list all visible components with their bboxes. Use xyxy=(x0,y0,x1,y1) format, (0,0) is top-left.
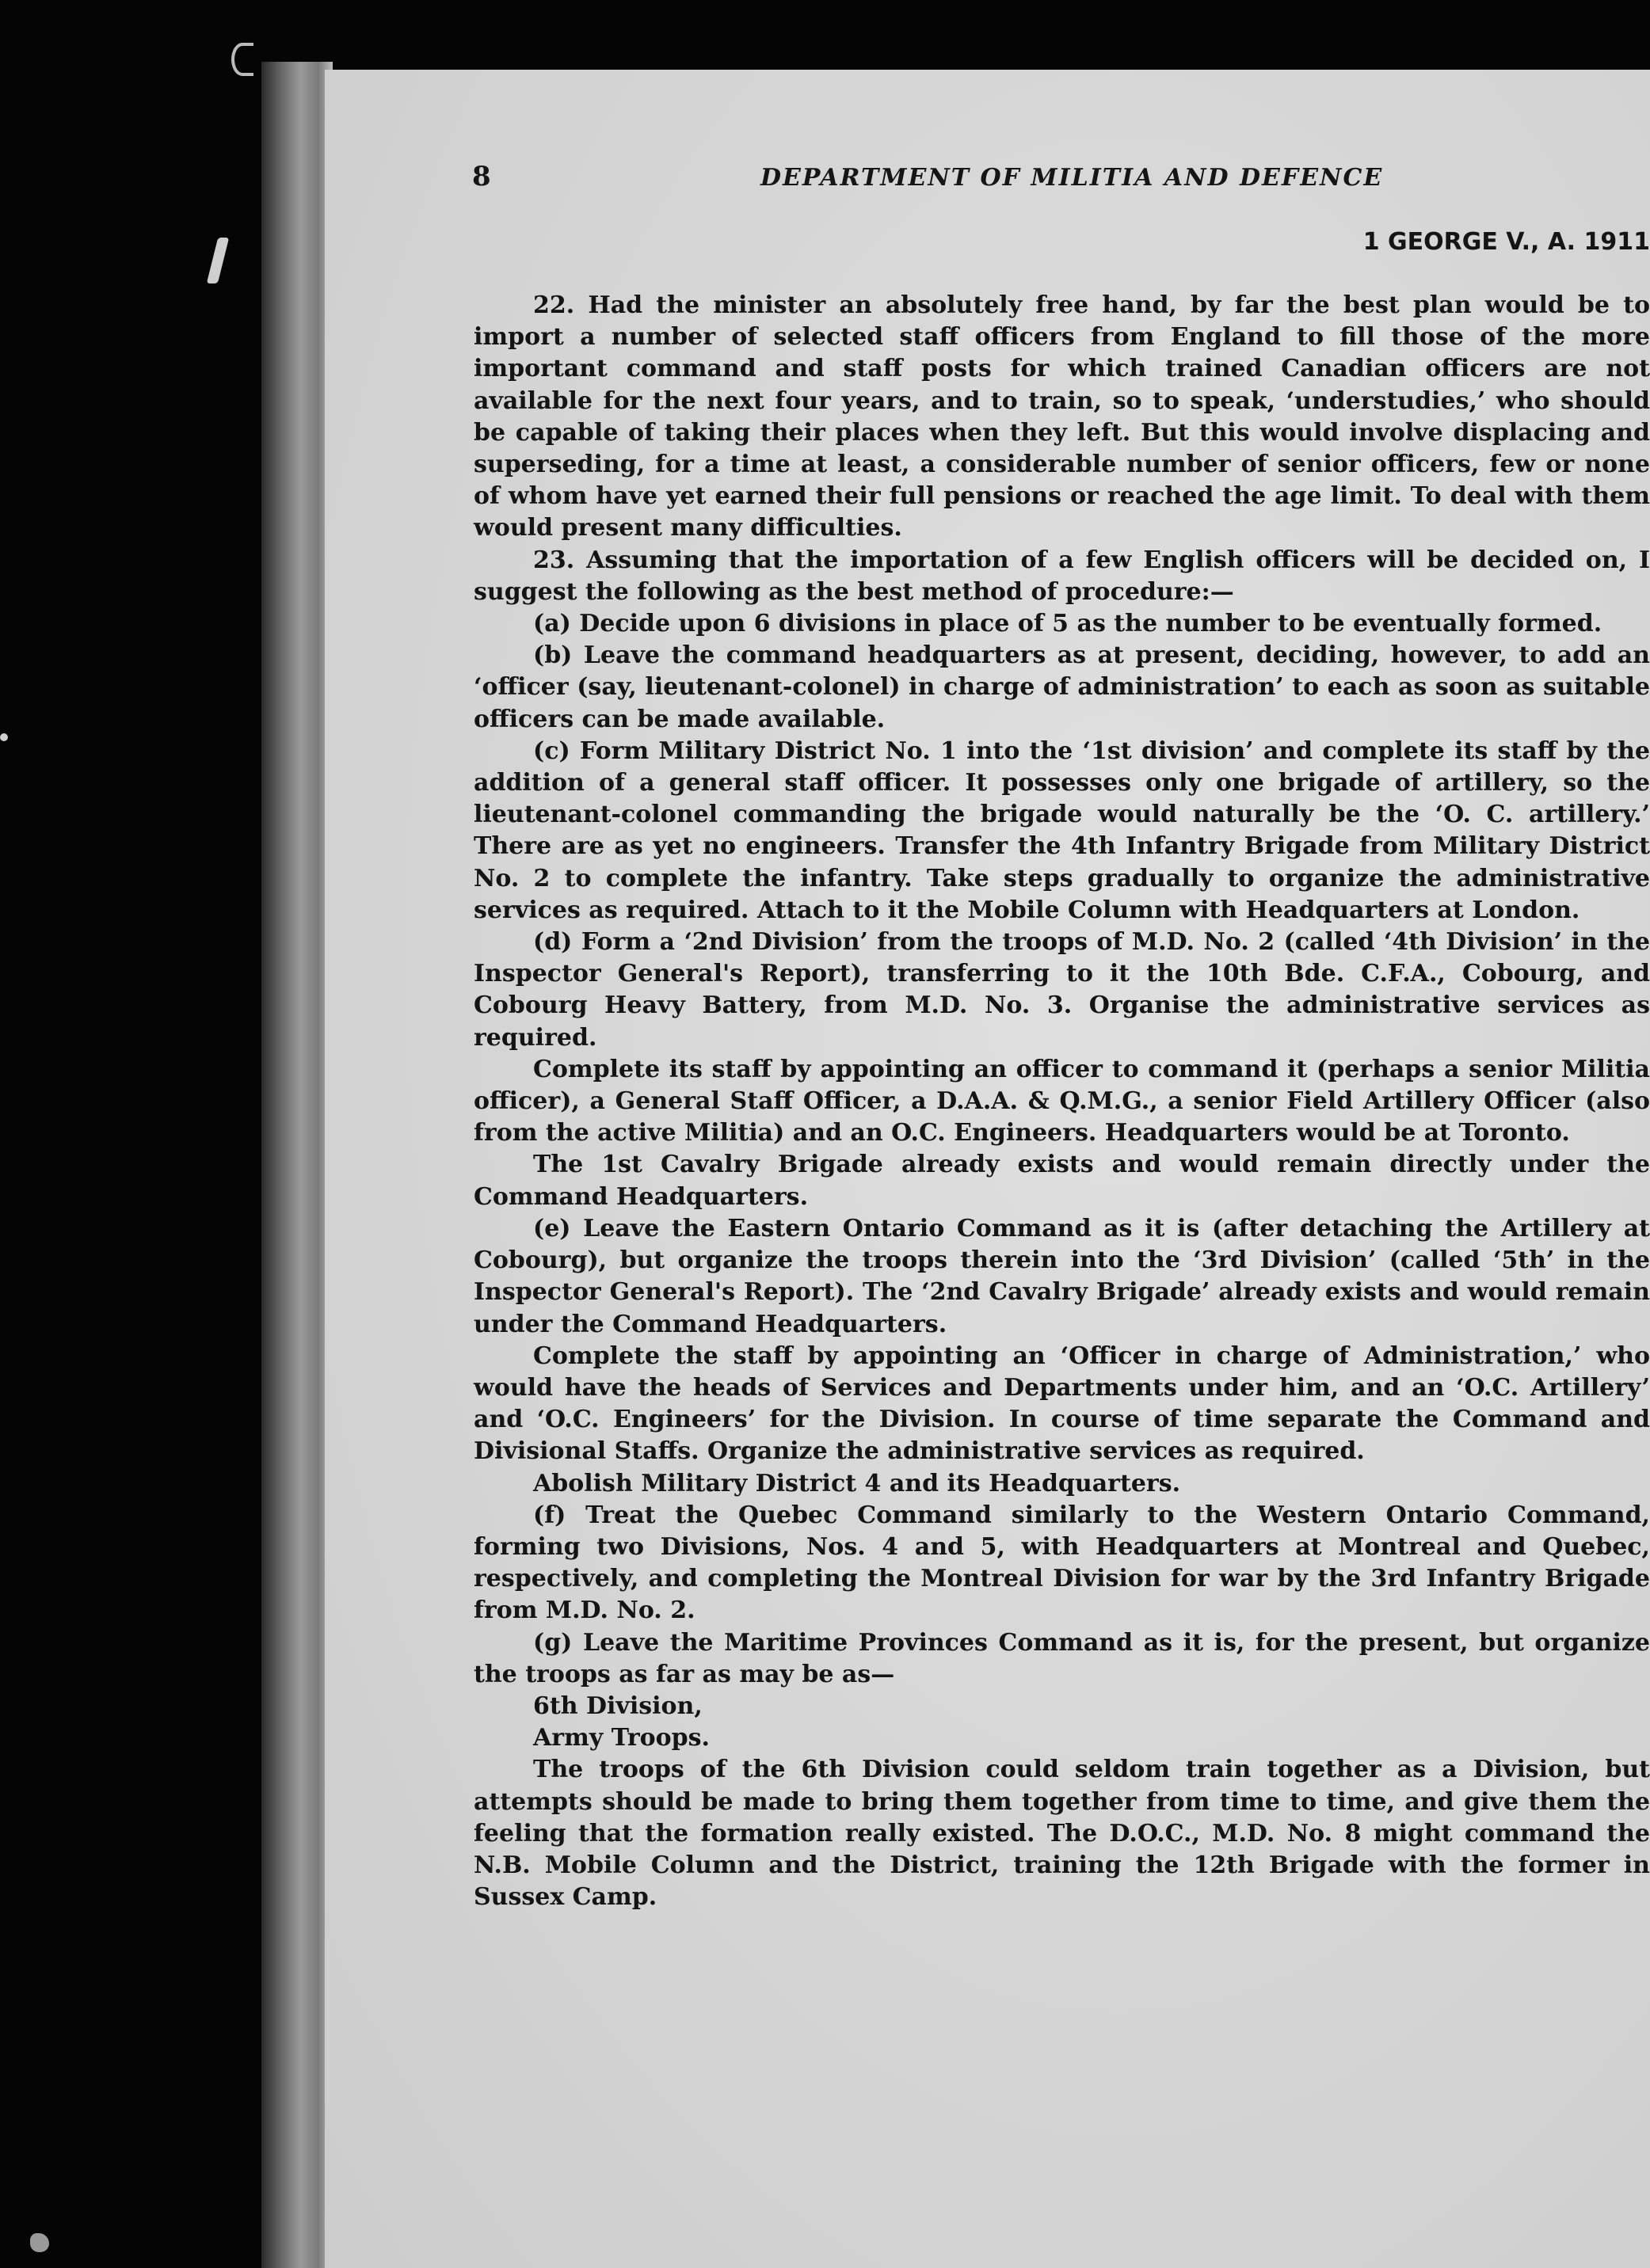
item-g: (g) Leave the Maritime Provinces Command as it is, for the present, but organize the troops as far as may be as— xyxy=(474,1628,1650,1688)
item-d-staff: Complete its staff by appointing an officer to command it (perhaps a senior Militia officer), a General Staff Officer, a D.A.A. & Q.M.G., a senior Field Artillery Officer (also from the active Militia) and an O.C. Engineers. Headquarters would be at Toronto. xyxy=(474,1055,1650,1147)
paragraph-22: 22. Had the minister an absolutely free hand, by far the best plan would be to import a number of selected staff officers from England to fill those of the more important command and staff posts for which trained Canadian officers are not available for the next four years, and to train, so to speak, ‘understudies,’ who should be capable of taking their places when they left. But this would involve displacing and superseding, for a time at least, a considerable number of senior officers, few or none of whom have yet earned their full pensions or reached the age limit. To deal with them would present many difficulties. xyxy=(474,291,1650,542)
item-e-abolish: Abolish Military District 4 and its Headquarters. xyxy=(533,1469,1181,1497)
closing-paragraph: The troops of the 6th Division could seldom train together as a Division, but attempts should be made to bring them together from time to time, and give them the feeling that the formation really existed. The D.O.C., M.D. No. 8 might command the N.B. Mobile Column and the District, training the 12th Brigade with the former in Sussex Camp. xyxy=(474,1756,1650,1912)
item-e: (e) Leave the Eastern Ontario Command as it is (after detaching the Artillery at Cobourg), but organize the troops therein into the ‘3rd Division’ (called ‘5th’ in the Inspector General's Report). The ‘2nd Cavalry Brigade’ already exists and would remain under the Command Headquarters. xyxy=(474,1214,1650,1338)
scan-speck xyxy=(30,2233,49,2252)
item-a: (a) Decide upon 6 divisions in place of 5 as the number to be eventually formed. xyxy=(533,610,1602,638)
item-f: (f) Treat the Quebec Command similarly to the Western Ontario Command, forming two Divisions, Nos. 4 and 5, with Headquarters at Montreal and Quebec, respectively, and completing the Montreal Division for war by the 3rd Infantry Brigade from M.D. No. 2. xyxy=(474,1501,1650,1625)
item-d-cavalry: The 1st Cavalry Brigade already exists and would remain directly under the Command Headquarters. xyxy=(474,1151,1650,1211)
document-page xyxy=(325,70,1650,2268)
item-d: (d) Form a ‘2nd Division’ from the troops of M.D. No. 2 (called ‘4th Division’ in the Inspector General's Report), transferring to it the 10th Bde. C.F.A., Cobourg, and Cobourg Heavy Battery, from M.D. No. 3. Organise the administrative services as required. xyxy=(474,928,1650,1052)
running-head: DEPARTMENT OF MILITIA AND DEFENCE xyxy=(760,164,1384,192)
scan-speck xyxy=(0,733,8,741)
page-number: 8 xyxy=(472,161,491,192)
item-c: (c) Form Military District No. 1 into the ‘1st division’ and complete its staff by the addition of a general staff officer. It possesses only one brigade of artillery, so the lieutenant-colonel commanding the brigade would naturally be the ‘O. C. artillery.’ There are as yet no engineers. Transfer the 4th Infantry Brigade from Military District No. 2 to complete the infantry. Take steps gradually to organize the administrative services as required. Attach to it the Mobile Column with Headquarters at London. xyxy=(474,736,1650,924)
page-header xyxy=(325,161,1650,208)
page-stack-edge xyxy=(261,62,333,2268)
item-b: (b) Leave the command headquarters as at present, deciding, however, to add an ‘officer (say, lieutenant-colonel) in charge of administration’ to each as soon as suitable officers can be made available. xyxy=(474,641,1650,733)
session-line: 1 GEORGE V., A. 1911 xyxy=(1362,228,1650,256)
item-e-staff: Complete the staff by appointing an ‘Officer in charge of Administration,’ who would have the heads of Services and Departments under him, and an ‘O.C. Artillery’ and ‘O.C. Engineers’ for the Division. In course of time separate the Command and Divisional Staffs. Organize the administrative services as required. xyxy=(474,1341,1650,1466)
pencil-margin-mark xyxy=(207,238,229,284)
list-item: Army Troops. xyxy=(533,1724,710,1752)
page-corner-mark xyxy=(231,43,253,76)
list-item: 6th Division, xyxy=(533,1691,703,1720)
body-text xyxy=(474,290,1650,1913)
paragraph-23: 23. Assuming that the importation of a few English officers will be decided on, I suggest the following as the best method of procedure:— xyxy=(474,546,1650,606)
